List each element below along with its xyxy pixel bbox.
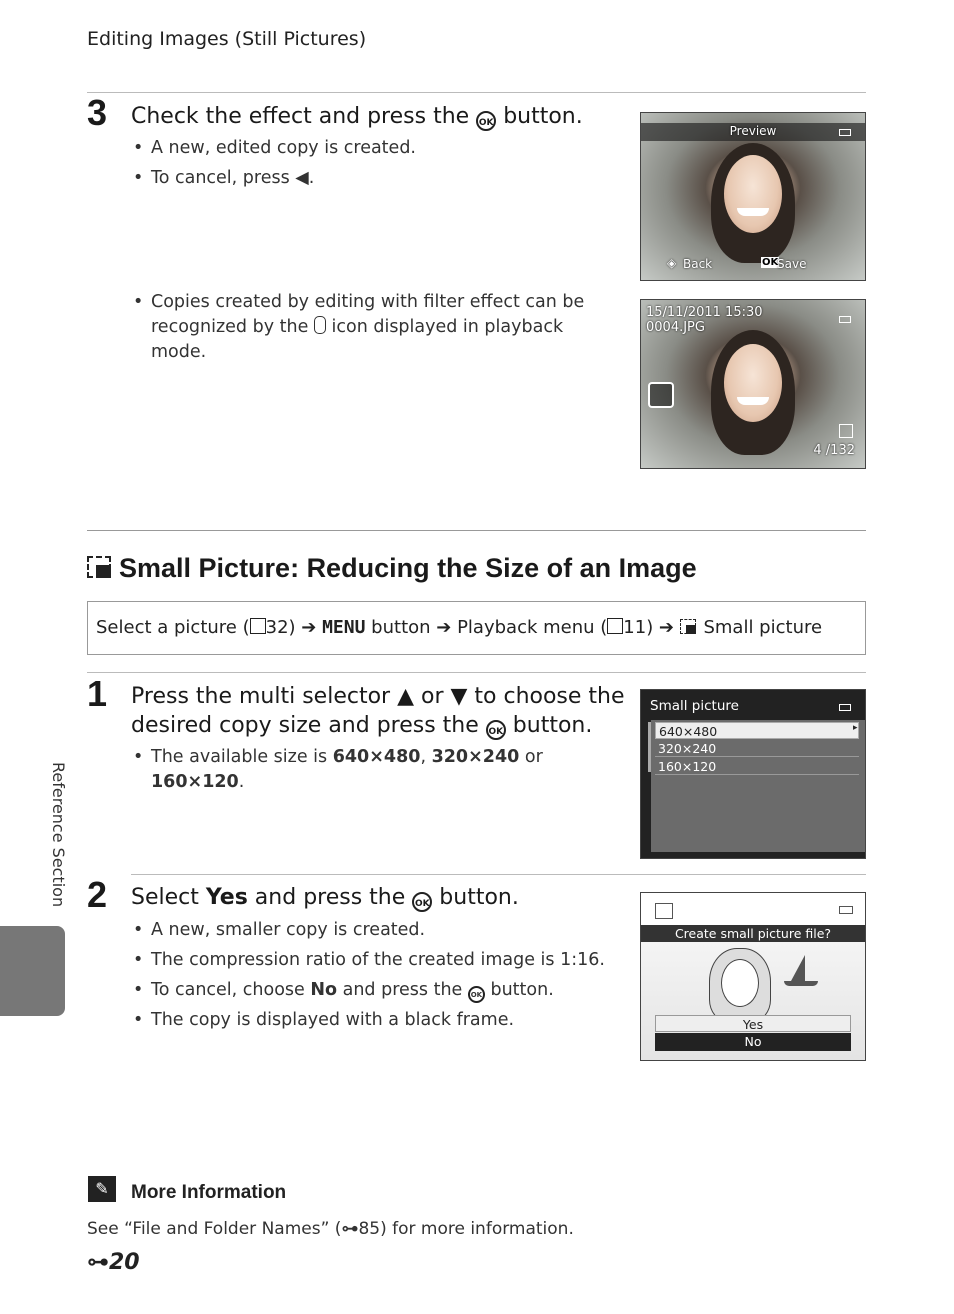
size-option: 160×120: [151, 772, 239, 792]
step-title: [131, 102, 583, 131]
list-item: [131, 745, 621, 795]
preview-title: Preview: [729, 124, 777, 138]
list-item: • A new, smaller copy is created.: [131, 918, 621, 943]
datetime: 15/11/2011 15:30: [646, 305, 763, 320]
step-title-text: Check the effect and press the: [131, 104, 470, 129]
more-info-text-part: ) for more information.: [380, 1219, 574, 1239]
list-item: [131, 978, 621, 1003]
bullet-list: [131, 290, 621, 370]
size-option: 640×480: [332, 747, 421, 767]
section-title: [87, 553, 697, 584]
portrait-smile: [737, 208, 769, 216]
bullet-list: [131, 745, 621, 800]
step-title-text: button.: [503, 104, 583, 129]
back-label: Back: [683, 257, 713, 271]
portrait-face: [721, 959, 759, 1007]
menu-item-160x120[interactable]: 160×120: [655, 758, 859, 775]
step-title: [131, 682, 631, 740]
portrait-face: [724, 344, 782, 422]
list-item: • The copy is displayed with a black frame.: [131, 1008, 621, 1033]
step-title-text: button.: [512, 713, 593, 738]
step-number: 2: [87, 874, 108, 915]
step-divider: [131, 874, 866, 875]
no-option[interactable]: No: [655, 1033, 851, 1051]
list-item-text: button.: [490, 980, 554, 1000]
section-title-text: Small Picture: Reducing the Size of an Image: [119, 553, 697, 583]
list-item-text: and press the: [337, 980, 463, 1000]
confirm-screen: [640, 892, 866, 1061]
filter-effect-icon: [648, 382, 674, 408]
bullet-list: [131, 136, 611, 196]
ok-button-icon: OK: [468, 986, 485, 1003]
reference-icon: ⊶: [341, 1219, 359, 1239]
back-icon: ◈: [667, 256, 677, 270]
menu-item-640x480[interactable]: 640×480: [655, 722, 859, 739]
small-picture-icon: [680, 619, 698, 635]
menu-item-320x240[interactable]: 320×240: [655, 740, 859, 757]
reference-icon: ⊶: [87, 1250, 109, 1275]
step-title-text: button.: [439, 885, 519, 910]
preview-screen: [640, 112, 866, 281]
battery-icon: [839, 316, 851, 323]
path-text: ) ➔: [288, 617, 323, 638]
page-number: [87, 1250, 140, 1275]
portrait-face: [724, 155, 782, 233]
more-info-text: [87, 1219, 574, 1239]
step-title-text: desired copy size and press the: [131, 713, 479, 738]
portrait-smile: [737, 397, 769, 405]
sailboat-illustration: [791, 955, 805, 981]
path-ref: 11: [623, 617, 647, 638]
page-header: Editing Images (Still Pictures): [87, 28, 367, 50]
playback-screen: [640, 299, 866, 469]
list-item: • A new, edited copy is created.: [131, 136, 611, 161]
boat-hull: [784, 981, 818, 986]
path-text: Small picture: [697, 617, 823, 638]
menu-path-box: [87, 601, 866, 655]
small-picture-icon: [87, 556, 113, 580]
list-item-bold: No: [310, 980, 338, 1000]
step-divider: [87, 672, 866, 673]
yes-option[interactable]: Yes: [655, 1015, 851, 1032]
list-item: • The compression ratio of the created image is 1:16.: [131, 948, 621, 973]
top-area: [641, 893, 865, 925]
path-text: button ➔ Playback menu (: [365, 617, 608, 638]
list-item-text: To cancel, choose: [151, 980, 311, 1000]
section-divider: [87, 530, 866, 531]
ok-icon: OK: [762, 257, 779, 268]
save-label: Save: [777, 257, 807, 271]
filter-effect-icon: [314, 316, 326, 334]
size-option: 320×240: [431, 747, 520, 767]
bullet-list: [131, 918, 621, 1038]
battery-icon: [839, 906, 853, 914]
path-text: ) ➔: [646, 617, 680, 638]
step-title-text: Press the multi selector ▲ or ▼ to choose the: [131, 684, 625, 709]
ok-button-icon: OK: [486, 720, 506, 740]
small-picture-menu-screen: [640, 689, 866, 859]
list-item-text: icon displayed in playback mode.: [151, 317, 564, 362]
list-item-text: The available size is: [151, 747, 333, 767]
page-number-text: 20: [109, 1250, 140, 1275]
list-item-text: Copies created by editing with filter effect can be recognized by the: [151, 292, 585, 337]
list-item: • To cancel, press ◀.: [131, 166, 611, 191]
list-item-text: ,: [420, 747, 432, 767]
path-ref: 32: [265, 617, 289, 638]
menu-title: Small picture: [650, 698, 739, 714]
menu-label: MENU: [322, 617, 366, 638]
question-text: Create small picture file?: [674, 926, 832, 941]
list-item-text: or: [519, 747, 543, 767]
side-section-label: Reference Section: [49, 762, 68, 908]
more-info-title: More Information: [131, 1182, 287, 1203]
battery-icon: [839, 129, 851, 136]
file-name: 0004.JPG: [646, 320, 705, 335]
more-info-ref: 85: [358, 1219, 381, 1239]
scroll-indicator: [648, 722, 651, 772]
arrow-right-icon: ▸: [853, 723, 858, 733]
ok-button-icon: OK: [476, 111, 496, 131]
step-title-bold: Yes: [205, 885, 248, 910]
step-title-text: and press the: [247, 885, 406, 910]
header-divider: [87, 92, 866, 93]
book-icon: [250, 618, 266, 634]
step-title-text: Select: [131, 885, 206, 910]
ok-button-icon: OK: [412, 892, 432, 912]
list-item-text: .: [238, 772, 245, 792]
small-picture-icon: [655, 903, 673, 919]
battery-icon: [839, 704, 851, 711]
book-icon: [607, 618, 623, 634]
frame-counter: 4 /132: [813, 443, 855, 458]
step-title: [131, 883, 519, 912]
step-title-line: [131, 711, 631, 740]
more-info-text-part: See “File and Folder Names” (: [87, 1219, 342, 1239]
step-number: 3: [87, 92, 108, 133]
path-text: Select a picture (: [96, 617, 250, 638]
image-size-icon: [839, 424, 853, 438]
side-tab: [0, 926, 65, 1016]
list-item: [131, 290, 621, 365]
pencil-icon: ✎: [88, 1176, 116, 1202]
step-number: 1: [87, 673, 108, 714]
